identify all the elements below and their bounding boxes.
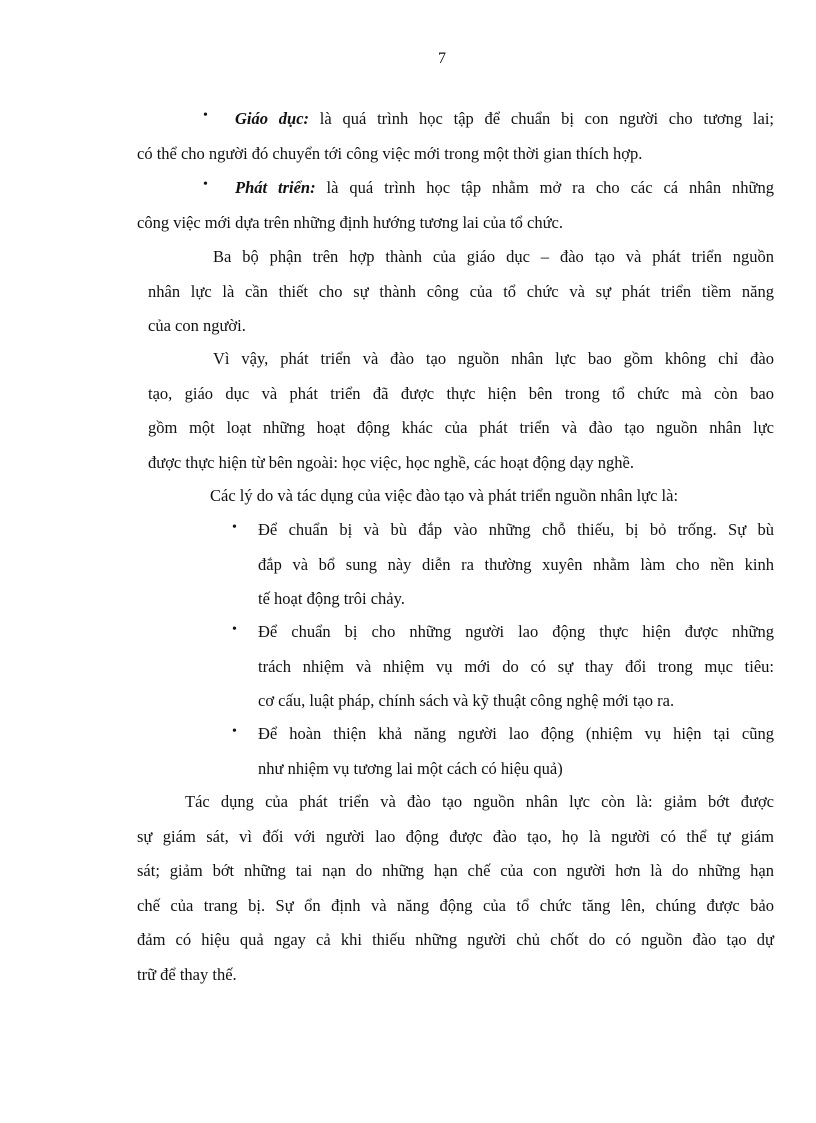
reason-line: cơ cấu, luật pháp, chính sách và kỹ thuật công nghệ mới tạo ra. (258, 691, 675, 710)
paragraph-scope (148, 342, 774, 480)
reason-item-2 (258, 615, 774, 719)
reason-line: đắp và bổ sung này diễn ra thường xuyên nhằm làm cho nền kinh (258, 554, 774, 574)
paragraph-line: đảm có hiệu quả ngay cả khi thiếu những người chủ chốt do có nguồn đào tạo dự (137, 930, 774, 949)
reason-line: Để hoàn thiện khả năng người lao động (nhiệm vụ hiện tại cũng (258, 724, 774, 743)
reason-item-3 (258, 717, 774, 786)
term-education: Giáo dục: (235, 109, 310, 128)
reason-line: như nhiệm vụ tương lai một cách có hiệu quả) (258, 758, 563, 778)
bullet-education-line-1 (137, 102, 774, 137)
reason-line: Để chuẩn bị cho những người lao động thực hiện được những (258, 622, 774, 641)
page-number: 7 (438, 50, 446, 67)
paragraph-line: tạo, giáo dục và phát triển đã được thực hiện bên trong tổ chức mà còn bao (148, 383, 774, 403)
bullet-education-line-2: có thể cho người đó chuyển tới công việc mới trong một thời gian thích hợp. (137, 143, 643, 163)
reason-item-1 (258, 513, 774, 617)
bullet-icon: • (203, 108, 208, 123)
paragraph-line: trữ để thay thế. (137, 964, 237, 984)
paragraph-line: Tác dụng của phát triển và đào tạo nguồn nhân lực còn là: giảm bớt được (185, 792, 774, 811)
bullet-education (137, 102, 774, 171)
term-development: Phát triển: (235, 178, 316, 197)
paragraph-line: Ba bộ phận trên hợp thành của giáo dục – đào tạo và phát triển nguồn (213, 247, 774, 266)
paragraph-line: chế của trang bị. Sự ổn định và năng động của tổ chức tăng lên, chúng được bảo (137, 895, 774, 915)
paragraph-line: sát; giảm bớt những tai nạn do những hạn chế của con người hơn là do những hạn (137, 861, 774, 880)
paragraph-effects (137, 785, 774, 992)
reasons-intro-text: Các lý do và tác dụng của việc đào tạo và phát triển nguồn nhân lực là: (210, 486, 679, 505)
reasons-intro (210, 479, 774, 514)
reason-line: tế hoạt động trôi chảy. (258, 589, 405, 608)
bullet-icon: • (232, 724, 237, 739)
paragraph-line: sự giám sát, vì đối với người lao động được đào tạo, họ là người có thể tự giám (137, 826, 774, 846)
bullet-development (137, 171, 774, 240)
bullet-icon: • (232, 622, 237, 637)
paragraph-line: Vì vậy, phát triển và đào tạo nguồn nhân lực bao gồm không chỉ đào (213, 349, 774, 368)
paragraph-line: nhân lực là cần thiết cho sự thành công của tổ chức và sự phát triển tiềm năng (148, 281, 774, 301)
bullet-icon: • (203, 177, 208, 192)
bullet-development-line-2: công việc mới dựa trên những định hướng tương lai của tổ chức. (137, 212, 564, 232)
reason-line: trách nhiệm và nhiệm vụ mới do có sự thay đổi trong mục tiêu: (258, 656, 774, 676)
paragraph-line: được thực hiện từ bên ngoài: học việc, học nghề, các hoạt động dạy nghề. (148, 452, 634, 472)
bullet-education-text: là quá trình học tập để chuẩn bị con người cho tương lai; (309, 109, 774, 128)
paragraph-components (148, 240, 774, 344)
paragraph-line: của con người. (148, 316, 246, 335)
bullet-development-line-1 (137, 171, 774, 206)
bullet-development-text: là quá trình học tập nhằm mở ra cho các cá nhân những (315, 178, 774, 197)
reason-line: Để chuẩn bị và bù đắp vào những chỗ thiếu, bị bỏ trống. Sự bù (258, 520, 774, 539)
bullet-icon: • (232, 520, 237, 535)
paragraph-line: gồm một loạt những hoạt động khác của phát triển và đào tạo nguồn nhân lực (148, 418, 774, 437)
